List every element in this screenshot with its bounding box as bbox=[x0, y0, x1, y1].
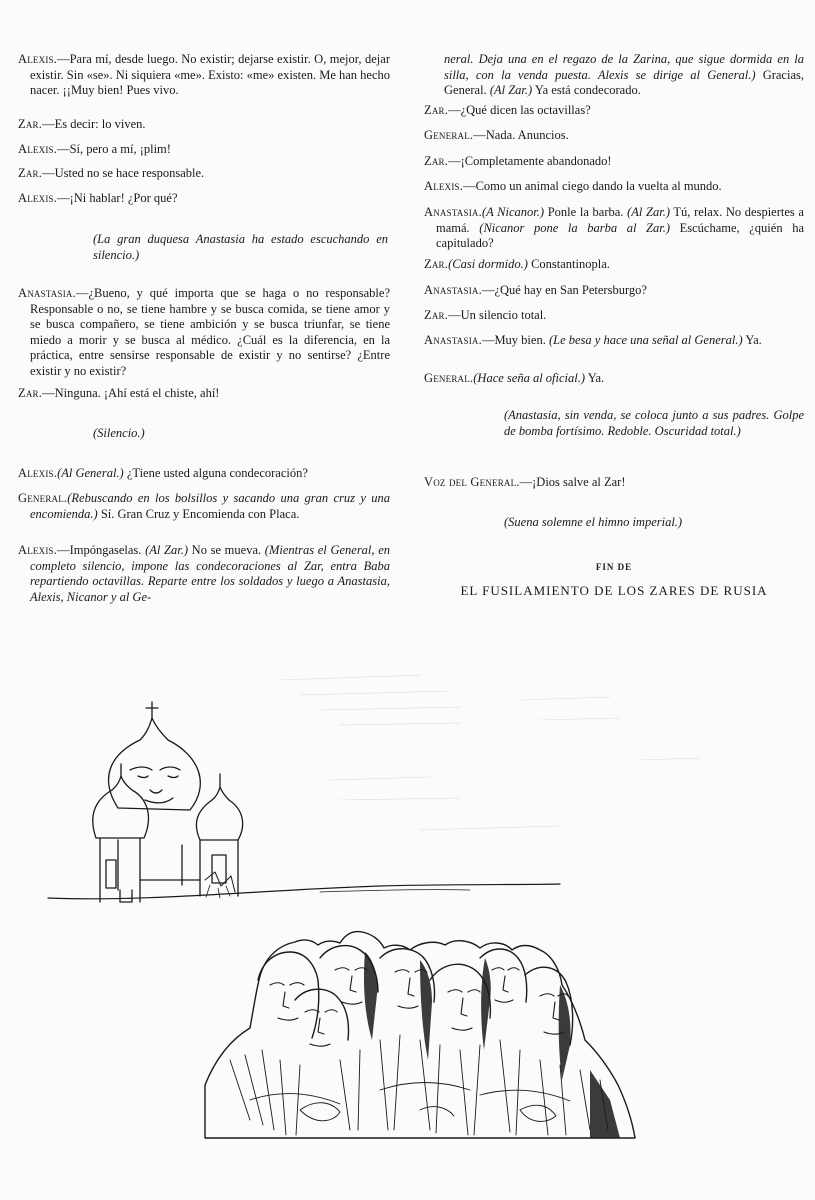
line-voz-general: Voz del General.—¡Dios salve al Zar! bbox=[424, 475, 626, 489]
line-general-3: General.(Hace seña al oficial.) Ya. bbox=[424, 371, 605, 385]
line-alexis-4: Alexis.(Al General.) ¿Tiene usted alguna condecoración? bbox=[18, 466, 308, 480]
stage-direction-4: (Suena solemne el himno imperial.) bbox=[504, 515, 683, 529]
play-title: EL FUSILAMIENTO DE LOS ZARES DE RUSIA bbox=[460, 583, 768, 598]
line-alexis-5: Alexis.—Impóngaselas. (Al Zar.) No se mueva. (Mientras el General, en completo silencio, impone las condecoraciones al Zar, entra Baba repartiendo octavillas. Reparte entre los soldados y luego a Anastasia, Alexis, Nicanor y al Ge- bbox=[18, 543, 390, 604]
ink-illustration-icon bbox=[0, 640, 815, 1160]
stage-direction-2: (Silencio.) bbox=[93, 426, 145, 440]
stage-direction-3: (Anastasia, sin venda, se coloca junto a sus padres. Golpe de bomba fortísimo. Redoble. Oscuridad total.) bbox=[504, 408, 804, 438]
line-zar-7: Zar.—Un silencio total. bbox=[424, 308, 547, 322]
line-zar-1: Zar.—Es decir: lo viven. bbox=[18, 117, 146, 131]
line-general-1: General.(Rebuscando en los bolsillos y sacando una gran cruz y una encomienda.) Sí. Gran Cruz y Encomienda con Placa. bbox=[18, 491, 390, 521]
line-alexis-6: Alexis.—Como un animal ciego dando la vuelta al mundo. bbox=[424, 179, 722, 193]
line-anastasia-2: Anastasia.(A Nicanor.) Ponle la barba. (Al Zar.) Tú, relax. No despiertes a mamá. (Nicanor pone la barba al Zar.) Escúchame, ¿quién ha capitulado? bbox=[424, 205, 804, 250]
line-zar-6: Zar.(Casi dormido.) Constantinopla. bbox=[424, 257, 610, 271]
line-anastasia-1: Anastasia.—¿Bueno, y qué importa que se haga o no responsable? Responsable o no, se tiene hambre y se busca comida, se tiene amor y se busca compañero, se tiene ambición y se busca triunfar, se tiene miedo a morir y se busca al médico. ¿Cuál es la diferencia, en la práctica, entre sensirse responsable de existir y no sentirse? ¿Entre existir y no existir? bbox=[18, 286, 390, 378]
line-zar-5: Zar.—¡Completamente abandonado! bbox=[424, 154, 612, 168]
line-alexis-2: Alexis.—Sí, pero a mí, ¡plim! bbox=[18, 142, 171, 156]
line-alexis-3: Alexis.—¡Ni hablar! ¿Por qué? bbox=[18, 191, 178, 205]
stage-direction-1: (La gran duquesa Anastasia ha estado escuchando en silencio.) bbox=[93, 232, 388, 262]
line-alexis-1: Alexis.—Para mí, desde luego. No existir; dejarse existir. O, mejor, dejar existir. Sin «se». Ni siquiera «me». Existo: «me» existen. Me han hecho nacer. ¡¡Muy bien! Pues vivo. bbox=[18, 52, 391, 97]
line-continuation: neral. Deja una en el regazo de la Zarina, que sigue dormida en la silla, con la venda puesta. Alexis se dirige al General.) Gracias, General. (Al Zar.) Ya está condecorado. bbox=[444, 52, 804, 97]
line-general-2: General.—Nada. Anuncios. bbox=[424, 128, 569, 142]
line-zar-2: Zar.—Usted no se hace responsable. bbox=[18, 166, 205, 180]
line-anastasia-3: Anastasia.—¿Qué hay en San Petersburgo? bbox=[424, 283, 647, 297]
line-anastasia-4: Anastasia.—Muy bien. (Le besa y hace una señal al General.) Ya. bbox=[424, 333, 762, 347]
fin-de-label: FIN DE bbox=[595, 562, 633, 572]
line-zar-4: Zar.—¿Qué dicen las octavillas? bbox=[424, 103, 591, 117]
line-zar-3: Zar.—Ninguna. ¡Ahí está el chiste, ahí! bbox=[18, 386, 220, 400]
